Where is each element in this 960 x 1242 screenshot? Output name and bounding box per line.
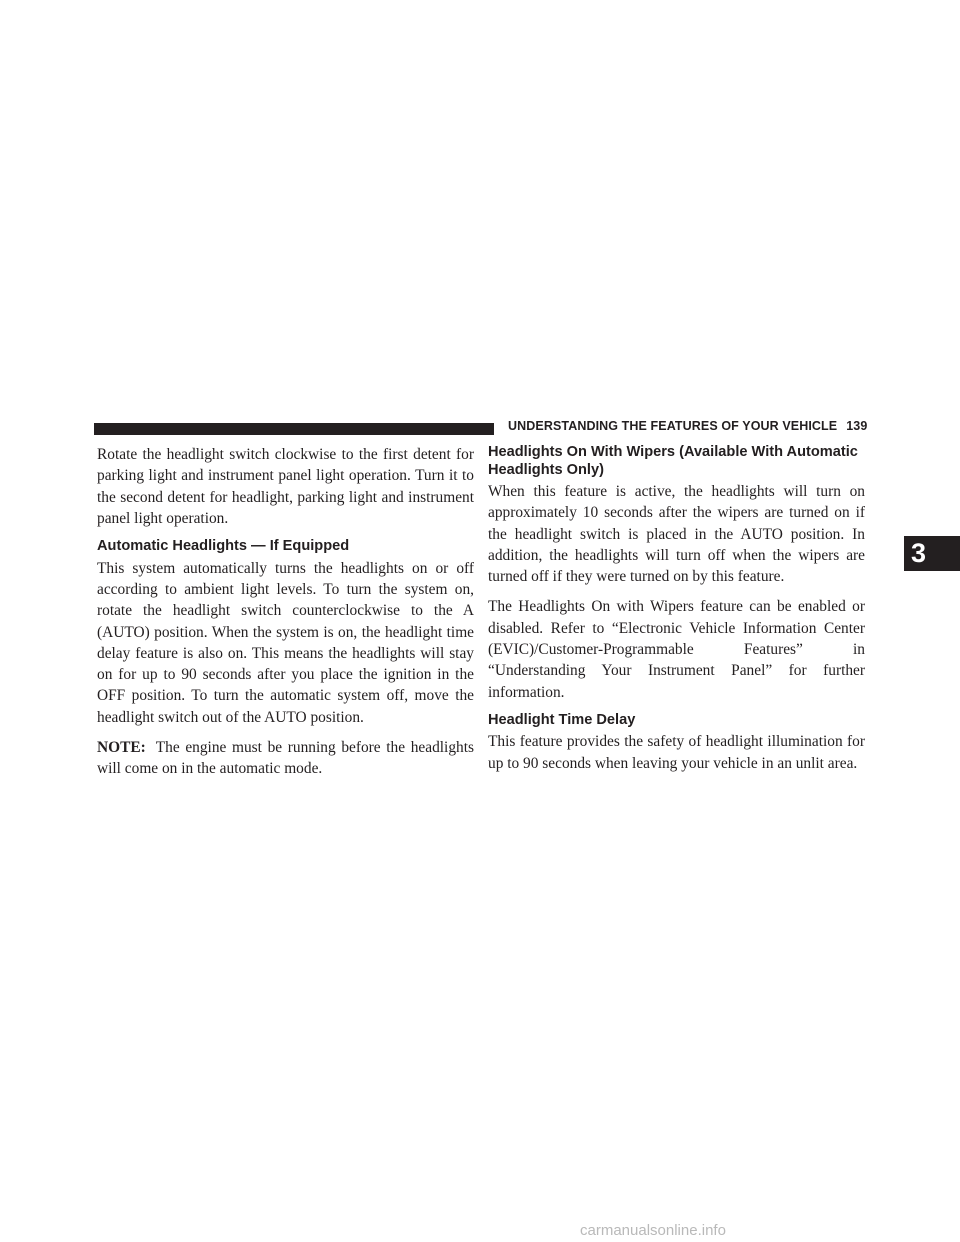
watermark-text: carmanualsonline.info xyxy=(580,1222,726,1239)
header-title: UNDERSTANDING THE FEATURES OF YOUR VEHICLE xyxy=(508,419,838,433)
auto-headlights-paragraph: This system automatically turns the headlights on or off according to ambient light levels. To turn the system on, rotate the headlight switch counterclockwise to the A (AUTO) position. When the system is on, the headlight time delay feature is also on. This means the headlights will stay on for up to 90 seconds after you place the ignition in the OFF position. To turn the automatic system off, move the headlight switch out of the AUTO position. xyxy=(97,559,474,726)
right-column xyxy=(488,444,865,774)
wipers-paragraph-2: The Headlights On with Wipers feature can be enabled or disabled. Refer to “Electronic Vehicle Information Center (EVIC)/Customer-Programmable Features” in “Understanding Your Instrument Panel” for further information. xyxy=(488,598,865,701)
note-paragraph xyxy=(97,737,474,780)
section-tab: 3 xyxy=(904,536,960,571)
note-label: NOTE: xyxy=(97,739,146,757)
time-delay-heading: Headlight Time Delay xyxy=(488,711,636,728)
auto-headlights-heading: Automatic Headlights — If Equipped xyxy=(97,538,350,555)
wipers-heading: Headlights On With Wipers (Available With Automatic Headlights Only) xyxy=(488,444,858,478)
header-rule xyxy=(94,423,494,435)
wipers-paragraph-1: When this feature is active, the headlights will turn on approximately 10 seconds after the wipers are turned on if the headlight switch is placed in the AUTO position. In addition, the headlights will turn off when the wipers are turned off if they were turned on by this feature. xyxy=(488,483,865,586)
left-column xyxy=(97,444,474,780)
running-header xyxy=(508,419,867,433)
time-delay-paragraph: This feature provides the safety of headlight illumination for up to 90 seconds when leaving your vehicle in an unlit area. xyxy=(488,733,865,772)
note-text: The engine must be running before the headlights will come on in the automatic mode. xyxy=(97,739,474,778)
page-number: 139 xyxy=(846,419,868,433)
intro-paragraph: Rotate the headlight switch clockwise to the first detent for parking light and instrument panel light operation. Turn it to the second detent for headlight, parking light and instrument panel light operation. xyxy=(97,446,474,527)
